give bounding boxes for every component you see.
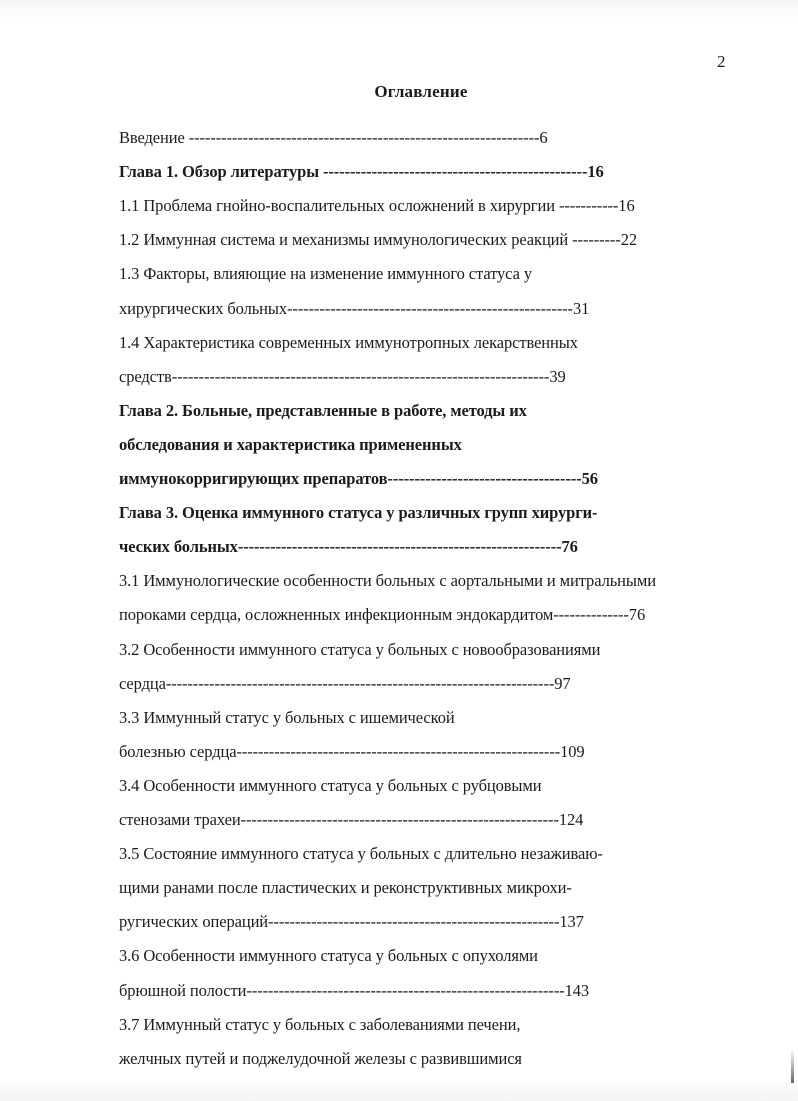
toc-line: 1.1 Проблема гнойно-воспалительных осложнений в хирургии -----------16	[119, 196, 635, 216]
toc-line: стенозами трахеи-----------------------------------------------------------124	[119, 810, 584, 829]
toc-line: желчных путей и поджелудочной железы с развившимися	[119, 1048, 522, 1068]
toc-line: средств----------------------------------------------------------------------39	[119, 366, 566, 386]
toc-line: болезнью сердца------------------------------------------------------------109	[119, 741, 585, 761]
scan-artifact	[791, 1049, 794, 1083]
toc-line: 3.6 Особенности иммунного статуса у больных с опухолями	[119, 946, 538, 966]
toc-line: хирургических больных-----------------------------------------------------31	[119, 298, 590, 318]
toc-line: брюшной полости-----------------------------------------------------------143	[119, 980, 590, 1000]
toc-heading: Оглавление	[374, 82, 468, 101]
toc-line: Глава 3. Оценка иммунного статуса у различных групп хирурги-	[119, 503, 598, 523]
toc-line: 1.4 Характеристика современных иммунотропных лекарственных	[119, 332, 578, 352]
toc-line: пороками сердца, осложненных инфекционным эндокардитом--------------76	[119, 605, 646, 625]
page-number: 2	[717, 52, 726, 71]
toc-line: 3.2 Особенности иммунного статуса у больных с новообразованиями	[119, 639, 601, 659]
toc-line: 1.3 Факторы, влияющие на изменение иммунного статуса у	[119, 264, 532, 284]
toc-line: 1.2 Иммунная система и механизмы иммунологических реакций ---------22	[119, 230, 638, 250]
toc-line: сердца------------------------------------------------------------------------97	[119, 673, 571, 693]
toc-line: ругических операций------------------------------------------------------137	[119, 912, 584, 932]
toc-line: Глава 2. Больные, представленные в работе, методы их	[119, 400, 527, 420]
toc-line: иммунокорригирующих препаратов------------------------------------56	[119, 469, 598, 488]
toc-line: 3.5 Состояние иммунного статуса у больных с длительно незаживаю-	[119, 844, 603, 864]
toc-line: 3.7 Иммунный статус у больных с заболеваниями печени,	[119, 1014, 521, 1034]
toc-line: 3.4 Особенности иммунного статуса у больных с рубцовыми	[119, 775, 542, 795]
toc-line: 3.3 Иммунный статус у больных с ишемической	[119, 707, 455, 727]
toc-line: Глава 1. Обзор литературы -------------------------------------------------16	[119, 162, 604, 182]
toc-line: обследования и характеристика примененных	[119, 434, 462, 454]
toc-line: ческих больных------------------------------------------------------------76	[119, 537, 578, 557]
toc-line: 3.1 Иммунологические особенности больных с аортальными и митральными	[119, 571, 656, 591]
toc-line: щими ранами после пластических и реконструктивных микрохи-	[119, 878, 572, 898]
page-title	[0, 82, 798, 102]
toc-line: Введение -----------------------------------------------------------------6	[119, 128, 548, 147]
